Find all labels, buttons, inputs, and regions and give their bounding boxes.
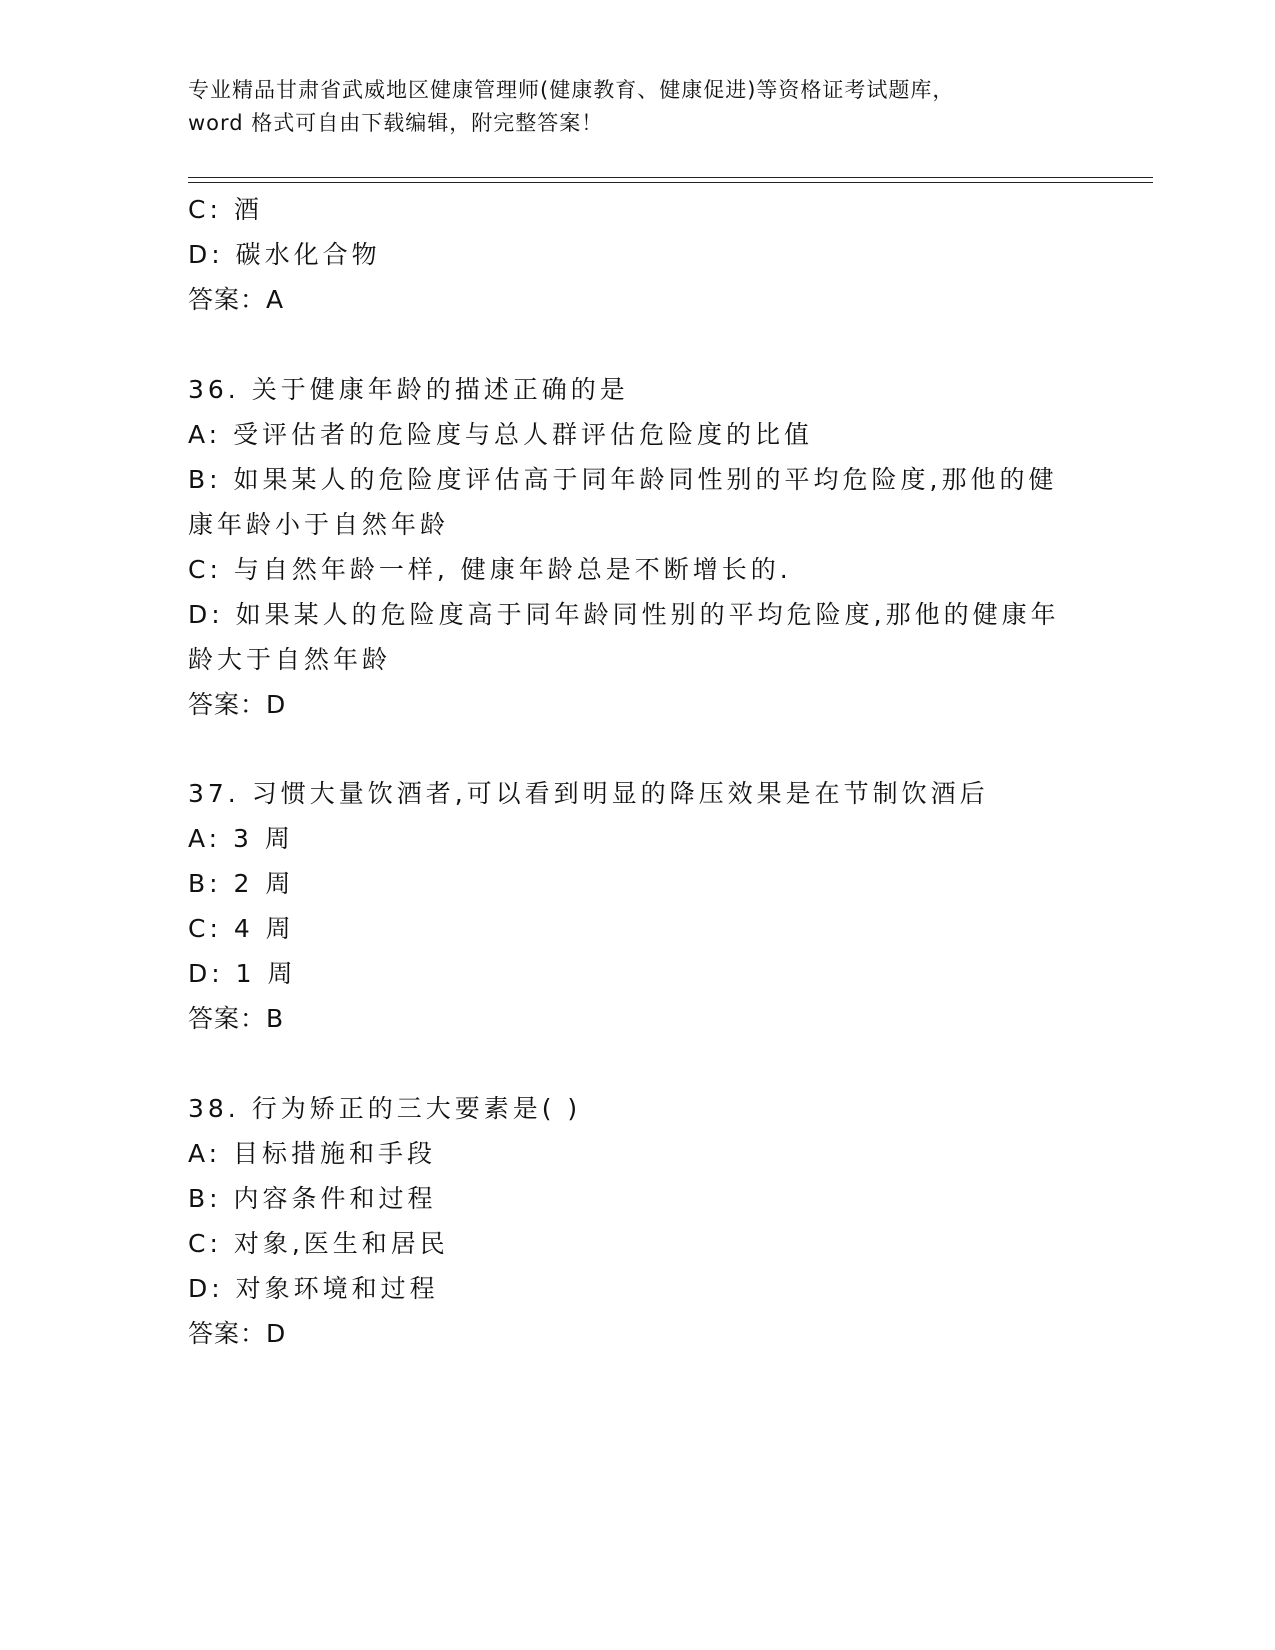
q38-option-d: D: 对象环境和过程 [188, 1274, 439, 1303]
q38-option-a: A: 目标措施和手段 [188, 1139, 437, 1168]
q37-question: 37. 习惯大量饮酒者,可以看到明显的降压效果是在节制饮酒后 [188, 779, 989, 808]
q35-option-d: D: 碳水化合物 [188, 240, 381, 269]
q37-answer: 答案：B [188, 1004, 285, 1033]
q36-option-b-line-1: B: 如果某人的危险度评估高于同年龄同性别的平均危险度,那他的健 [188, 465, 1058, 494]
q36-answer: 答案：D [188, 690, 287, 719]
q36-question: 36. 关于健康年龄的描述正确的是 [188, 375, 629, 404]
q36-option-a: A: 受评估者的危险度与总人群评估危险度的比值 [188, 420, 814, 449]
header-title-line-1: 专业精品甘肃省武威地区健康管理师(健康教育、健康促进)等资格证考试题库， [188, 78, 955, 102]
q35-answer: 答案：A [188, 285, 285, 314]
q35-option-c: C: 酒 [188, 195, 263, 224]
q36-option-d-line-2: 龄大于自然年龄 [188, 645, 392, 674]
q37-option-a: A: 3 周 [188, 824, 294, 853]
q36-option-c: C: 与自然年龄一样, 健康年龄总是不断增长的. [188, 555, 792, 584]
q37-option-b: B: 2 周 [188, 869, 295, 898]
q38-answer: 答案：D [188, 1319, 287, 1348]
q38-option-b: B: 内容条件和过程 [188, 1184, 437, 1213]
q38-question: 38. 行为矫正的三大要素是( ) [188, 1094, 582, 1123]
q37-option-c: C: 4 周 [188, 914, 295, 943]
q38-option-c: C: 对象,医生和居民 [188, 1229, 449, 1258]
header-title-line-2: word 格式可自由下载编辑，附完整答案！ [188, 111, 604, 135]
q36-option-b-line-2: 康年龄小于自然年龄 [188, 510, 450, 539]
q36-option-d-line-1: D: 如果某人的危险度高于同年龄同性别的平均危险度,那他的健康年 [188, 600, 1060, 629]
document-header [188, 74, 1088, 140]
header-divider [188, 177, 1153, 183]
q37-option-d: D: 1 周 [188, 959, 297, 988]
